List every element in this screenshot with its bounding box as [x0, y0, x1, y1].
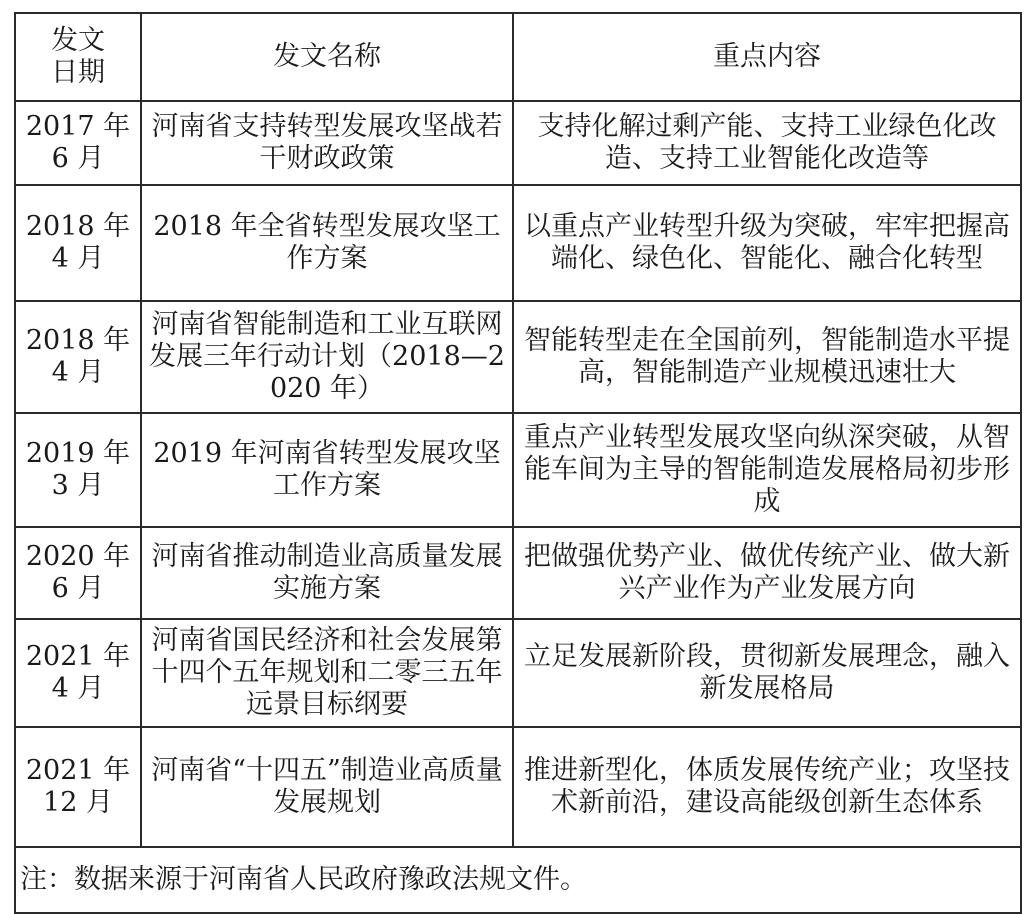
cell-date-month: 4 月: [51, 243, 105, 274]
cell-date-year: 2018 年: [25, 211, 131, 242]
table-row: [15, 619, 1021, 727]
cell-date: [15, 527, 141, 619]
policy-table: [14, 12, 1022, 914]
cell-date: [15, 619, 141, 727]
header-date-line-1: 发文: [51, 25, 105, 56]
cell-date-month: 3 月: [51, 470, 105, 501]
table-row: [15, 185, 1021, 301]
cell-date-year: 2017 年: [25, 111, 131, 142]
cell-name: 河南省支持转型发展攻坚战若干财政政策: [141, 101, 513, 185]
cell-date: [15, 185, 141, 301]
cell-content: 把做强优势产业、做优传统产业、做大新兴产业作为产业发展方向: [513, 527, 1021, 619]
cell-content: 智能转型走在全国前列，智能制造水平提高，智能制造产业规模迅速壮大: [513, 301, 1021, 413]
table-note-row: [15, 847, 1021, 913]
header-content: 重点内容: [513, 13, 1021, 101]
cell-date-year: 2019 年: [25, 438, 131, 469]
cell-content: 立足发展新阶段，贯彻新发展理念，融入新发展格局: [513, 619, 1021, 727]
table-row: [15, 527, 1021, 619]
cell-date-year: 2020 年: [25, 541, 131, 572]
cell-name: 河南省智能制造和工业互联网发展三年行动计划（2018—2020 年）: [141, 301, 513, 413]
cell-date: [15, 101, 141, 185]
cell-date-month: 6 月: [51, 143, 105, 174]
cell-date: [15, 413, 141, 527]
cell-name: 2018 年全省转型发展攻坚工作方案: [141, 185, 513, 301]
cell-date-month: 4 月: [51, 673, 105, 704]
cell-content: 以重点产业转型升级为突破，牢牢把握高端化、绿色化、智能化、融合化转型: [513, 185, 1021, 301]
table-row: [15, 101, 1021, 185]
cell-date-year: 2018 年: [25, 325, 131, 356]
cell-content: 支持化解过剩产能、支持工业绿色化改造、支持工业智能化改造等: [513, 101, 1021, 185]
cell-name: 河南省推动制造业高质量发展实施方案: [141, 527, 513, 619]
table-header-row: [15, 13, 1021, 101]
header-date: [15, 13, 141, 101]
policy-table-frame: [14, 12, 1020, 895]
cell-date-month: 4 月: [51, 357, 105, 388]
cell-name: 河南省“十四五”制造业高质量发展规划: [141, 727, 513, 847]
cell-content: 推进新型化，体质发展传统产业；攻坚技术新前沿，建设高能级创新生态体系: [513, 727, 1021, 847]
cell-date: [15, 301, 141, 413]
cell-date-month: 6 月: [51, 573, 105, 604]
table-row: [15, 413, 1021, 527]
source-note: 注：数据来源于河南省人民政府豫政法规文件。: [15, 847, 1021, 913]
cell-date-month: 12 月: [43, 787, 113, 818]
header-name: 发文名称: [141, 13, 513, 101]
table-row: [15, 727, 1021, 847]
cell-content: 重点产业转型发展攻坚向纵深突破，从智能车间为主导的智能制造发展格局初步形成: [513, 413, 1021, 527]
cell-date: [15, 727, 141, 847]
cell-date-year: 2021 年: [25, 755, 131, 786]
table-row: [15, 301, 1021, 413]
header-date-line-2: 日期: [51, 57, 105, 88]
cell-name: 2019 年河南省转型发展攻坚工作方案: [141, 413, 513, 527]
cell-date-year: 2021 年: [25, 641, 131, 672]
cell-name: 河南省国民经济和社会发展第十四个五年规划和二零三五年远景目标纲要: [141, 619, 513, 727]
